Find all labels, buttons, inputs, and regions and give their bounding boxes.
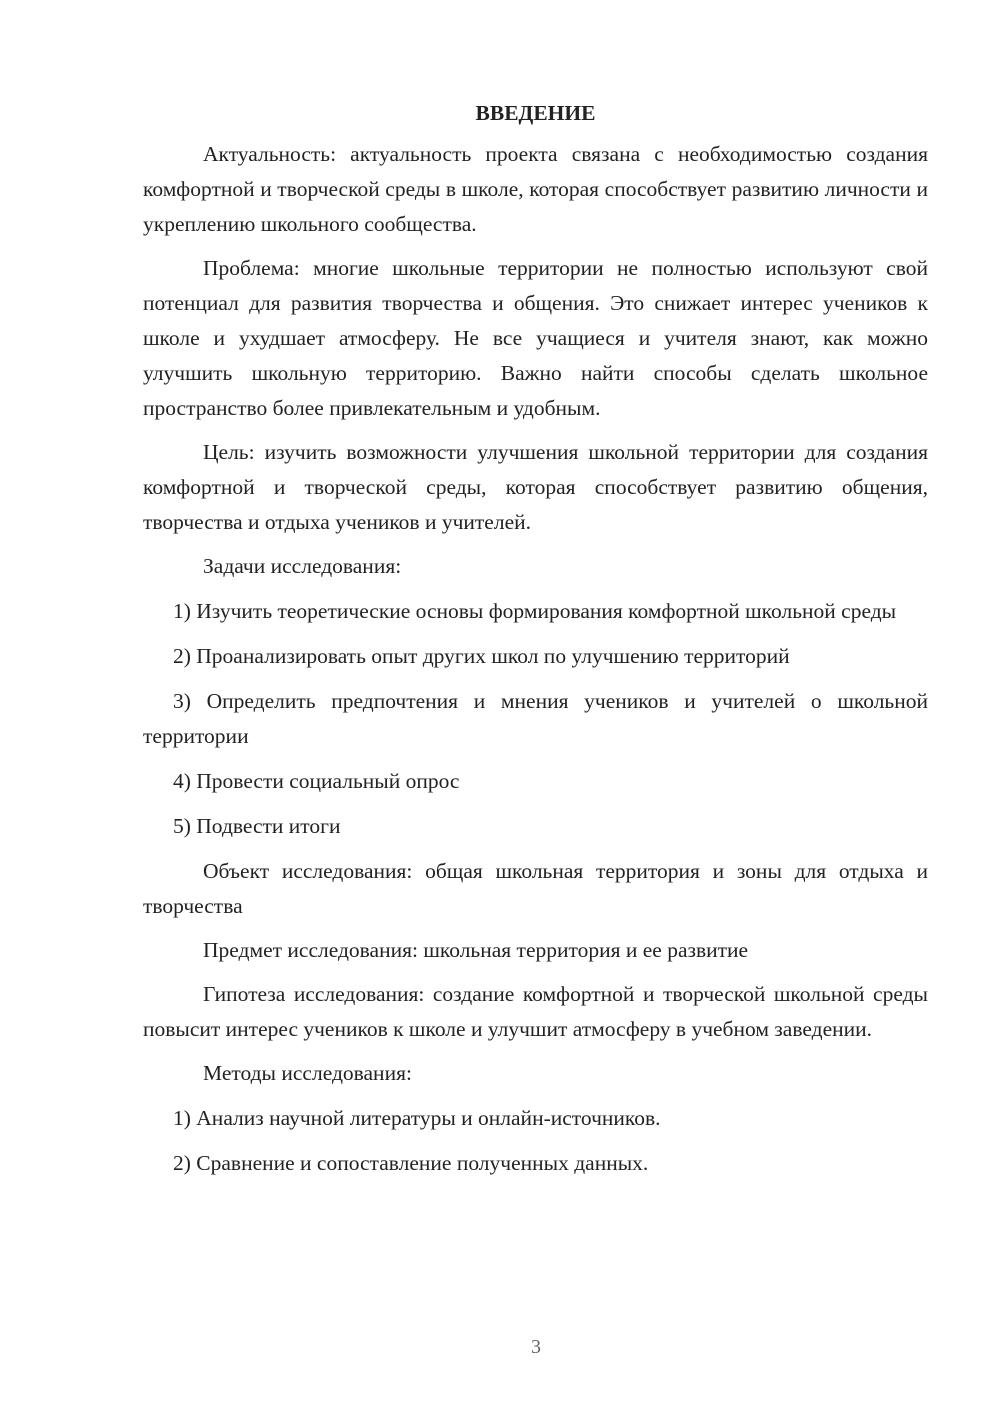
page-number: 3 — [531, 1336, 541, 1358]
task-item-2: 2) Проанализировать опыт других школ по улучшению территорий — [173, 644, 790, 668]
page-title: ВВЕДЕНИЕ — [475, 101, 596, 125]
task-item-4: 4) Провести социальный опрос — [173, 769, 460, 793]
subject-paragraph: Предмет исследования: школьная территория и ее развитие — [203, 938, 749, 962]
hypothesis-paragraph: Гипотеза исследования: создание комфортной и творческой школьной среды повысит интерес учеников к школе и улучшит атмосферу в учебном заведении. — [143, 982, 928, 1041]
method-item-1: 1) Анализ научной литературы и онлайн-источников. — [173, 1106, 661, 1130]
document-page — [143, 96, 928, 1191]
task-item-3: 3) Определить предпочтения и мнения учеников и учителей о школьной территории — [143, 689, 928, 748]
object-paragraph: Объект исследования: общая школьная территория и зоны для отдыха и творчества — [143, 859, 928, 918]
goal-paragraph: Цель: изучить возможности улучшения школьной территории для создания комфортной и творческой среды, которая способствует развитию общения, творчества и отдыха учеников и учителей. — [143, 440, 928, 534]
problem-paragraph: Проблема: многие школьные территории не полностью используют свой потенциал для развития творчества и общения. Это снижает интерес учеников к школе и ухудшает атмосферу. Не все учащиеся и учителя знают, как можно улучшить школьную территорию. Важно найти способы сделать школьное пространство более привлекательным и удобным. — [143, 256, 928, 420]
task-item-1: 1) Изучить теоретические основы формирования комфортной школьной среды — [173, 599, 897, 623]
tasks-heading: Задачи исследования: — [203, 554, 402, 578]
task-item-5: 5) Подвести итоги — [173, 814, 341, 838]
method-item-2: 2) Сравнение и сопоставление полученных данных. — [173, 1151, 649, 1175]
relevance-paragraph: Актуальность: актуальность проекта связана с необходимостью создания комфортной и творческой среды в школе, которая способствует развитию личности и укреплению школьного сообщества. — [143, 142, 928, 236]
methods-heading: Методы исследования: — [203, 1061, 412, 1085]
